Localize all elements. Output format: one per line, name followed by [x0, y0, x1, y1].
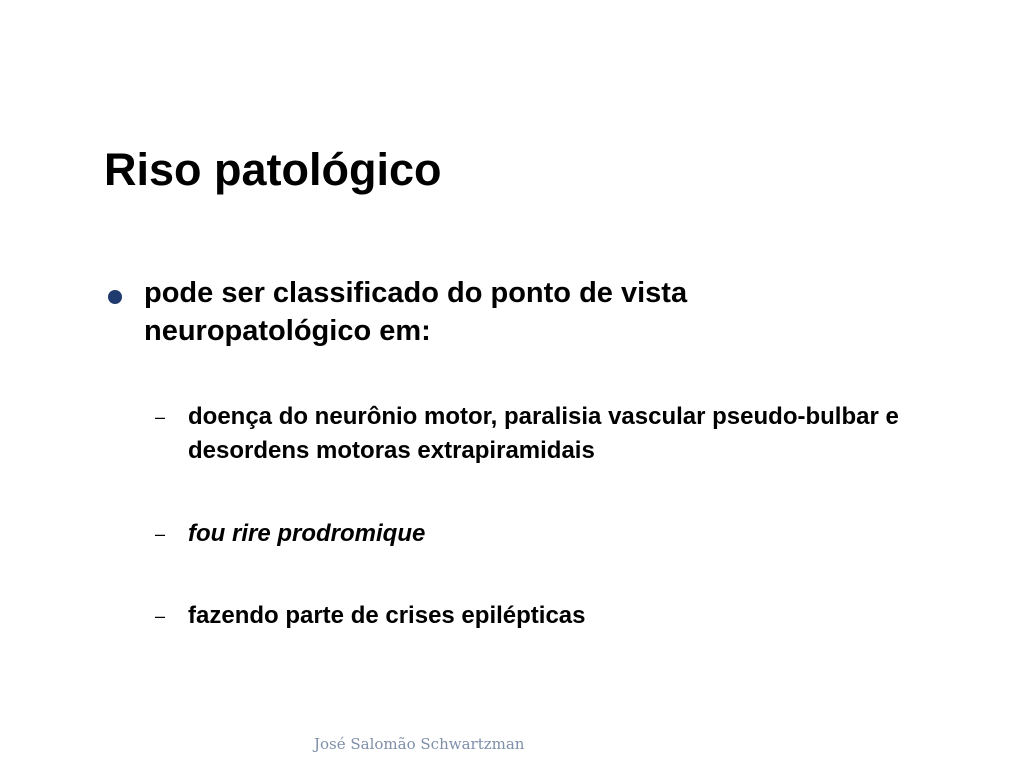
dash-marker: – — [155, 524, 166, 544]
sub-item-text: doença do neurônio motor, paralisia vascular pseudo-bulbar e desordens motoras extrapiramidais — [188, 403, 899, 464]
bullet-dot-icon — [108, 290, 122, 304]
dash-marker: – — [155, 606, 166, 626]
dash-marker: – — [155, 407, 166, 427]
sub-item-text: fou rire prodromique — [188, 520, 426, 547]
sub-item-text: fazendo parte de crises epilépticas — [188, 602, 586, 629]
footer-author: José Salomão Schwartzman — [314, 735, 525, 753]
main-bullet-text: pode ser classificado do ponto de vista neuropatológico em: — [144, 277, 688, 347]
slide-title: Riso patológico — [104, 144, 442, 195]
